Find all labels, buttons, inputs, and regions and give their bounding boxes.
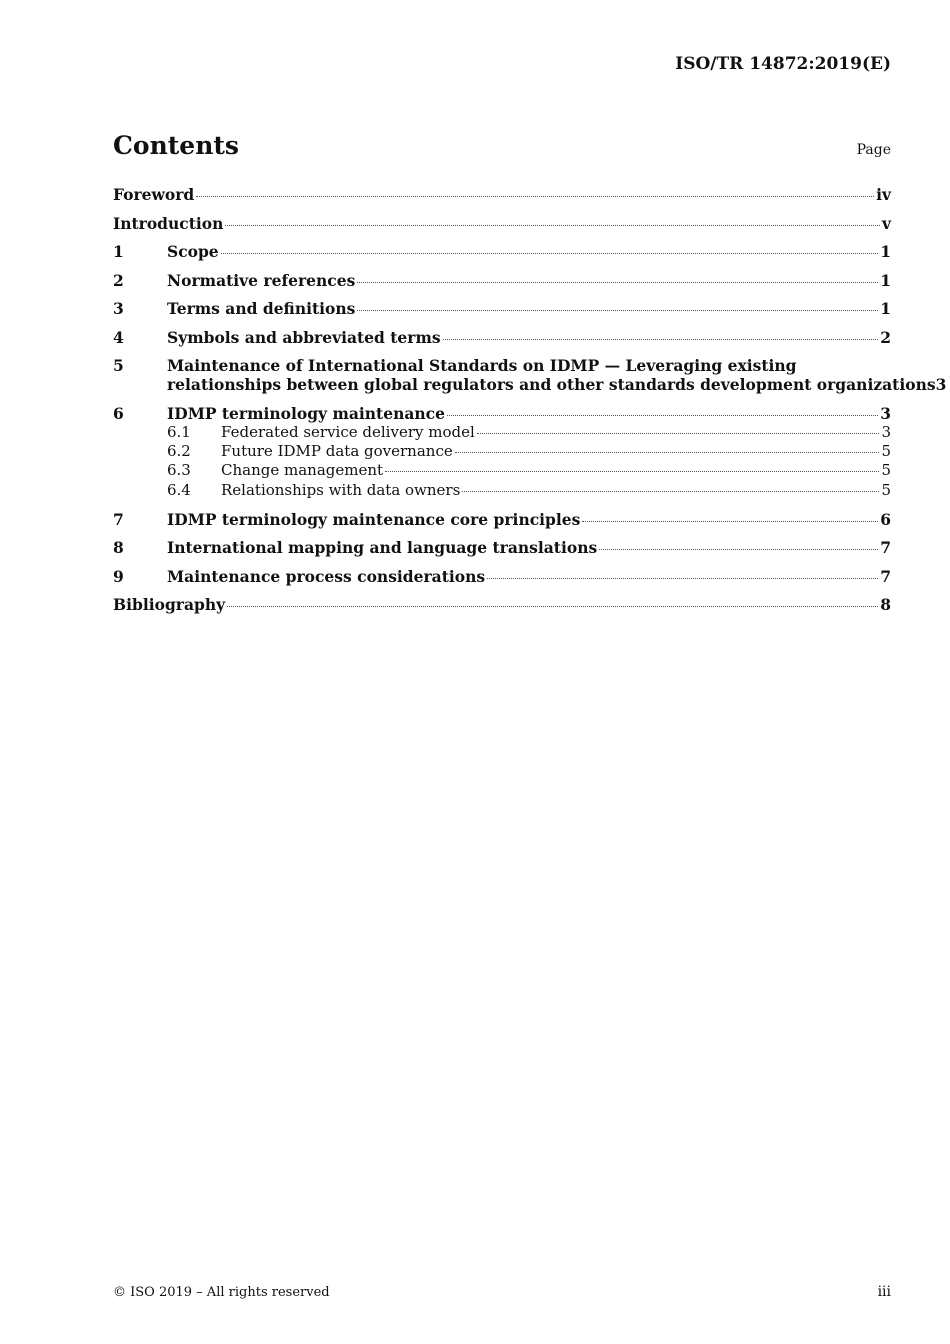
table-of-contents	[113, 185, 947, 624]
toc-entry-page: 6	[880, 509, 891, 529]
toc-entry-page: 3	[881, 422, 891, 441]
toc-entry-normative-references[interactable]	[113, 271, 891, 290]
toc-entry-page: 7	[880, 566, 891, 586]
toc-entry-title: Bibliography	[113, 595, 226, 615]
dot-leader	[477, 433, 880, 434]
toc-entry-number: 4	[113, 327, 124, 347]
toc-entry-page: 3	[935, 375, 947, 394]
toc-entry-title: IDMP terminology maintenance core principles	[167, 509, 581, 529]
toc-entry-page: 2	[880, 327, 891, 347]
toc-entry-title: Federated service delivery model	[221, 422, 475, 441]
toc-entry-number: 9	[113, 566, 124, 586]
toc-entry-idmp-terminology-maintenance[interactable]	[113, 404, 891, 423]
toc-entry-number: 6.2	[167, 441, 191, 460]
dot-leader	[227, 606, 878, 607]
toc-subentry-data-owners[interactable]	[113, 481, 891, 500]
toc-entry-page: 8	[880, 595, 891, 615]
toc-entry-page: 5	[881, 461, 891, 480]
dot-leader	[462, 491, 879, 492]
toc-entry-title-line-1: Maintenance of International Standards on IDMP — Leveraging existing	[167, 356, 797, 375]
toc-entry-title	[167, 356, 936, 394]
dot-leader	[196, 196, 874, 197]
toc-entry-title: Scope	[167, 242, 219, 261]
contents-title: Contents	[113, 131, 240, 160]
dot-leader	[357, 310, 878, 311]
dot-leader	[225, 225, 880, 226]
toc-entry-title: IDMP terminology maintenance	[167, 403, 445, 423]
toc-entry-number: 5	[113, 356, 124, 375]
toc-entry-number: 6	[113, 403, 124, 423]
toc-subentry-change-management[interactable]	[113, 461, 891, 480]
dot-leader	[447, 415, 878, 416]
dot-leader	[357, 282, 878, 283]
toc-entry-number: 2	[113, 270, 124, 290]
dot-leader	[443, 339, 879, 340]
toc-entry-introduction[interactable]	[113, 214, 891, 233]
toc-entry-page: 5	[881, 480, 891, 499]
toc-entry-number: 3	[113, 299, 124, 318]
toc-entry-page: 1	[880, 270, 891, 290]
toc-entry-title: International mapping and language translations	[167, 538, 598, 558]
toc-subentry-future-governance[interactable]	[113, 442, 891, 461]
toc-entry-number: 6.3	[167, 461, 191, 480]
dot-leader	[455, 452, 880, 453]
toc-entry-title: Change management	[221, 461, 384, 480]
toc-entry-title-line-2: relationships between global regulators and other standards development organizations	[167, 375, 936, 394]
toc-entry-title: Normative references	[167, 270, 356, 290]
toc-entry-maintenance-standards[interactable]	[113, 356, 947, 394]
toc-entry-title: Relationships with data owners	[221, 480, 461, 499]
toc-entry-scope[interactable]	[113, 242, 891, 261]
dot-leader	[487, 578, 878, 579]
toc-entry-number: 6.1	[167, 422, 191, 441]
toc-entry-title: Future IDMP data governance	[221, 441, 453, 460]
toc-entry-title: Terms and definitions	[167, 299, 356, 318]
toc-entry-title: Introduction	[113, 213, 224, 233]
footer-page-number: iii	[877, 1284, 891, 1300]
toc-entry-number: 6.4	[167, 480, 191, 499]
toc-entry-terms-and-definitions[interactable]	[113, 299, 891, 318]
toc-entry-international-mapping[interactable]	[113, 538, 891, 557]
toc-entry-title: Foreword	[113, 185, 195, 204]
toc-entry-number: 8	[113, 538, 124, 558]
footer-copyright: © ISO 2019 – All rights reserved	[113, 1285, 330, 1300]
toc-entry-number: 1	[113, 242, 124, 261]
page-column-label: Page	[856, 142, 891, 158]
toc-entry-maintenance-process[interactable]	[113, 567, 891, 586]
toc-entry-page: v	[881, 213, 891, 233]
dot-leader	[599, 549, 878, 550]
document-id: ISO/TR 14872:2019(E)	[675, 54, 891, 74]
toc-entry-page: 1	[880, 242, 891, 261]
dot-leader	[221, 253, 879, 254]
toc-entry-foreword[interactable]	[113, 185, 891, 204]
toc-entry-number: 7	[113, 509, 124, 529]
toc-entry-bibliography[interactable]	[113, 595, 891, 614]
toc-entry-title: Maintenance process considerations	[167, 566, 486, 586]
toc-entry-core-principles[interactable]	[113, 510, 891, 529]
toc-entry-page: 5	[881, 441, 891, 460]
dot-leader	[385, 471, 879, 472]
toc-subentry-federated-service[interactable]	[113, 423, 891, 442]
toc-entry-symbols[interactable]	[113, 328, 891, 347]
toc-entry-page: 7	[880, 538, 891, 558]
dot-leader	[582, 521, 878, 522]
toc-entry-page: iv	[876, 185, 891, 204]
toc-entry-title: Symbols and abbreviated terms	[167, 327, 441, 347]
toc-entry-page: 1	[880, 299, 891, 318]
toc-entry-page: 3	[880, 403, 891, 423]
